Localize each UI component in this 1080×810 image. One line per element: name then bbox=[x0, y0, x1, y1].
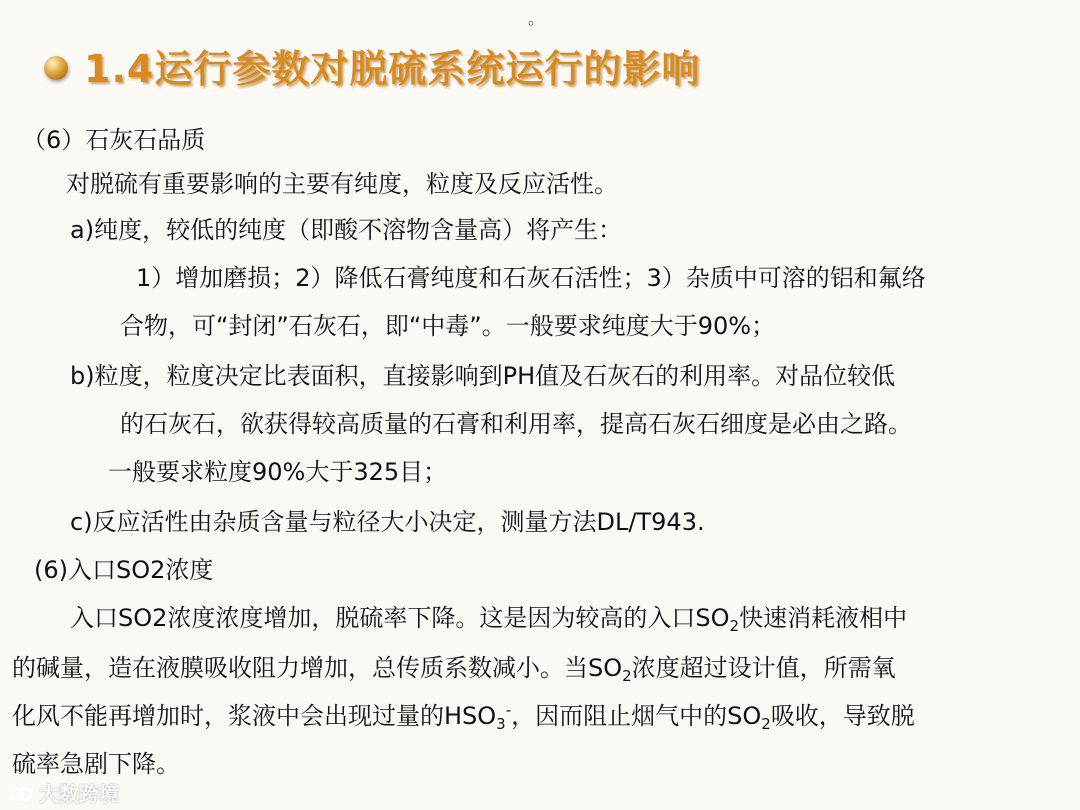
item-b-line-2: 的石灰石，欲获得较高质量的石膏和利用率，提高石灰石细度是必由之路。 bbox=[120, 410, 912, 438]
so2-p3-text-a: 化风不能再增加时，浆液中会出现过量的HSO bbox=[12, 702, 497, 730]
item-a-detail-1: 1）增加磨损；2）降低石膏纯度和石灰石活性；3）杂质中可溶的铝和氟络 bbox=[136, 264, 926, 292]
page-title: 1.4运行参数对脱硫系统运行的影响 bbox=[84, 47, 701, 91]
subscript-2: 2 bbox=[761, 715, 771, 733]
subscript-2: 2 bbox=[729, 617, 740, 635]
so2-paragraph-line-3 bbox=[12, 700, 915, 732]
so2-p2-text-b: 浓度超过设计值，所需氧 bbox=[631, 654, 896, 682]
section-heading-so2: (6)入口SO2浓度 bbox=[34, 556, 214, 584]
title-bullet-icon bbox=[44, 56, 68, 80]
watermark-logo-icon bbox=[10, 784, 32, 804]
superscript-minus: - bbox=[505, 701, 512, 719]
subscript-2: 2 bbox=[622, 667, 632, 685]
watermark-text: 大数跨境 bbox=[38, 782, 119, 806]
so2-p3-text-b: ，因而阻止烟气中的SO bbox=[511, 702, 762, 730]
top-mark: 。 bbox=[528, 9, 545, 28]
section-heading-limestone: （6）石灰石品质 bbox=[22, 126, 206, 154]
item-b-line-3: 一般要求粒度90%大于325目； bbox=[108, 458, 448, 486]
so2-paragraph-line-2 bbox=[12, 652, 896, 684]
so2-paragraph-line-1 bbox=[70, 602, 907, 634]
so2-p1-text-b: 快速消耗液相中 bbox=[739, 604, 908, 632]
item-a-line: a)纯度，较低的纯度（即酸不溶物含量高）将产生： bbox=[70, 216, 623, 244]
item-c-line: c)反应活性由杂质含量与粒径大小决定，测量方法DL/T943. bbox=[70, 508, 705, 536]
intro-line: 对脱硫有重要影响的主要有纯度，粒度及反应活性。 bbox=[66, 170, 618, 198]
subscript-3: 3 bbox=[496, 715, 506, 733]
item-b-line-1: b)粒度，粒度决定比表面积，直接影响到PH值及石灰石的利用率。对品位较低 bbox=[70, 362, 896, 390]
watermark bbox=[10, 778, 119, 807]
so2-paragraph-line-4: 硫率急剧下降。 bbox=[12, 750, 180, 778]
so2-p1-text-a: 入口SO2浓度浓度增加，脱硫率下降。这是因为较高的入口SO bbox=[70, 604, 730, 632]
so2-p2-text-a: 的碱量，造在液膜吸收阻力增加，总传质系数减小。当SO bbox=[12, 654, 623, 682]
so2-p3-text-c: 吸收，导致脱 bbox=[770, 702, 915, 730]
item-a-detail-2: 合物，可“封闭”石灰石，即“中毒”。一般要求纯度大于90%； bbox=[120, 312, 776, 340]
